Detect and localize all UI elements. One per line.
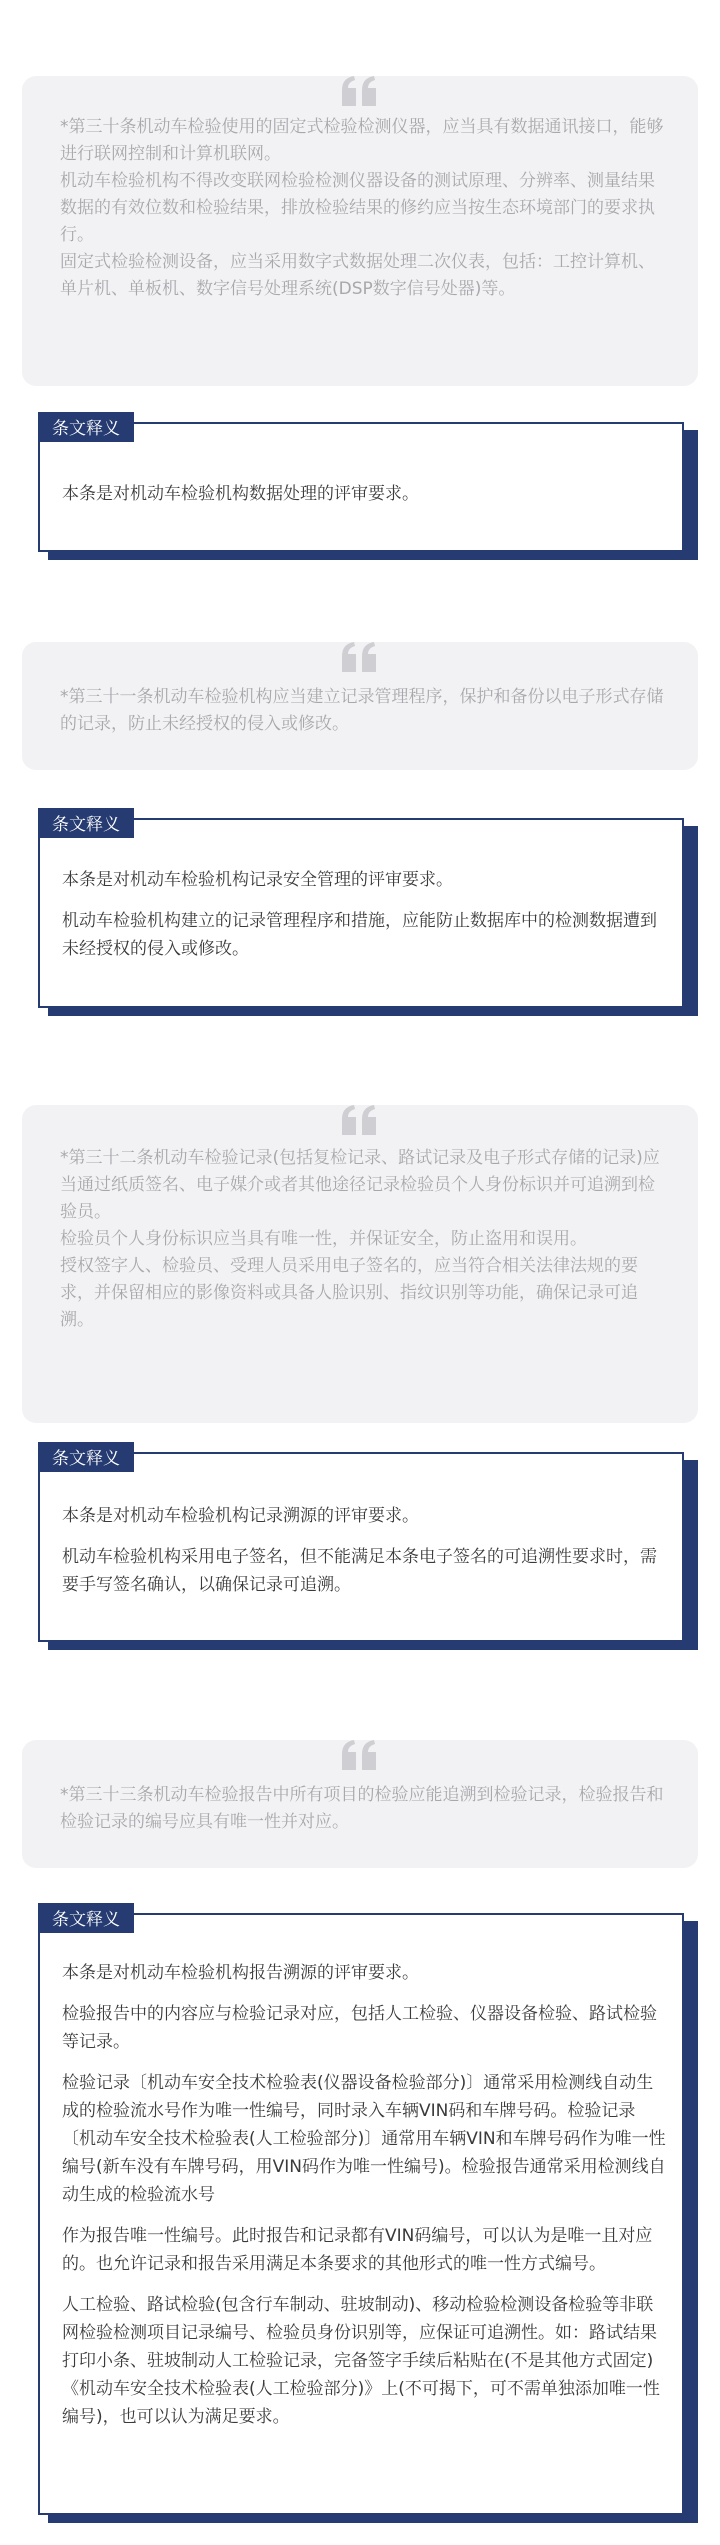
interpretation-label: 条文释义 — [38, 1903, 134, 1933]
article-card — [22, 76, 698, 386]
interpretation-paragraph: 人工检验、路试检验(包含行车制动、驻坡制动)、移动检验检测设备检验等非联网检验检测项目记录编号、检验员身份识别等，应保证可追溯性。如：路试结果打印小条、驻坡制动人工检验记录，完备签字手续后粘贴在(不是其他方式固定)《机动车安全技术检验表(人工检验部分)》上(不可揭下，可不需单独添加唯一性编号)，也可以认为满足要求。 — [62, 2295, 660, 2427]
article-card — [22, 1105, 698, 1423]
interpretation-paragraph: 作为报告唯一性编号。此时报告和记录都有VIN码编号，可以认为是唯一且对应的。也允许记录和报告采用满足本条要求的其他形式的唯一性方式编号。 — [62, 2226, 653, 2274]
quote-icon — [340, 74, 380, 108]
quote-icon — [340, 1103, 380, 1137]
interpretation-paragraph: 机动车检验机构采用电子签名，但不能满足本条电子签名的可追溯性要求时，需要手写签名确认，以确保记录可追溯。 — [62, 1547, 657, 1595]
quote-icon — [340, 1738, 380, 1772]
article-paragraph: 固定式检验检测设备，应当采用数字式数据处理二次仪表，包括：工控计算机、单片机、单板机、数字信号处理系统(DSP数字信号处器)等。 — [60, 252, 655, 299]
interpretation-box — [38, 1442, 684, 1642]
article-paragraph: *第三十一条机动车检验机构应当建立记录管理程序，保护和备份以电子形式存储的记录，防止未经授权的侵入或修改。 — [60, 687, 664, 734]
article-paragraph: *第三十条机动车检验使用的固定式检验检测仪器，应当具有数据通讯接口，能够进行联网控制和计算机联网。 — [60, 117, 664, 164]
quote-icon — [340, 640, 380, 674]
interpretation-paragraph: 本条是对机动车检验机构报告溯源的评审要求。 — [62, 1963, 419, 1983]
interpretation-box — [38, 1903, 684, 2515]
interpretation-label: 条文释义 — [38, 412, 134, 442]
interpretation-paragraph: 检验报告中的内容应与检验记录对应，包括人工检验、仪器设备检验、路试检验等记录。 — [62, 2004, 657, 2052]
interpretation-paragraph: 本条是对机动车检验机构数据处理的评审要求。 — [62, 484, 419, 504]
interpretation-paragraph: 本条是对机动车检验机构记录安全管理的评审要求。 — [62, 870, 453, 890]
interpretation-box — [38, 412, 684, 552]
article-paragraph: *第三十三条机动车检验报告中所有项目的检验应能追溯到检验记录，检验报告和检验记录的编号应具有唯一性并对应。 — [60, 1785, 664, 1832]
article-paragraph: *第三十二条机动车检验记录(包括复检记录、路试记录及电子形式存储的记录)应当通过纸质签名、电子媒介或者其他途径记录检验员个人身份标识并可追溯到检验员。 — [60, 1148, 660, 1222]
article-paragraph: 机动车检验机构不得改变联网检验检测仪器设备的测试原理、分辨率、测量结果数据的有效位数和检验结果，排放检验结果的修约应当按生态环境部门的要求执行。 — [60, 171, 655, 245]
article-card — [22, 642, 698, 770]
interpretation-paragraph: 本条是对机动车检验机构记录溯源的评审要求。 — [62, 1506, 419, 1526]
article-paragraph: 检验员个人身份标识应当具有唯一性，并保证安全，防止盗用和误用。 — [60, 1229, 587, 1249]
article-paragraph: 授权签字人、检验员、受理人员采用电子签名的，应当符合相关法律法规的要求，并保留相应的影像资料或具备人脸识别、指纹识别等功能，确保记录可追溯。 — [60, 1256, 638, 1330]
interpretation-label: 条文释义 — [38, 1442, 134, 1472]
interpretation-label: 条文释义 — [38, 808, 134, 838]
interpretation-paragraph: 机动车检验机构建立的记录管理程序和措施，应能防止数据库中的检测数据遭到未经授权的侵入或修改。 — [62, 911, 657, 959]
interpretation-box — [38, 808, 684, 1008]
interpretation-paragraph: 检验记录〔机动车安全技术检验表(仪器设备检验部分)〕通常采用检测线自动生成的检验流水号作为唯一性编号，同时录入车辆VIN码和车牌号码。检验记录〔机动车安全技术检验表(人工检验部分)〕通常用车辆VIN和车牌号码作为唯一性编号(新车没有车牌号码，用VIN码作为唯一性编号)。检验报告通常采用检测线自动生成的检验流水号 — [62, 2073, 666, 2205]
article-card — [22, 1740, 698, 1868]
